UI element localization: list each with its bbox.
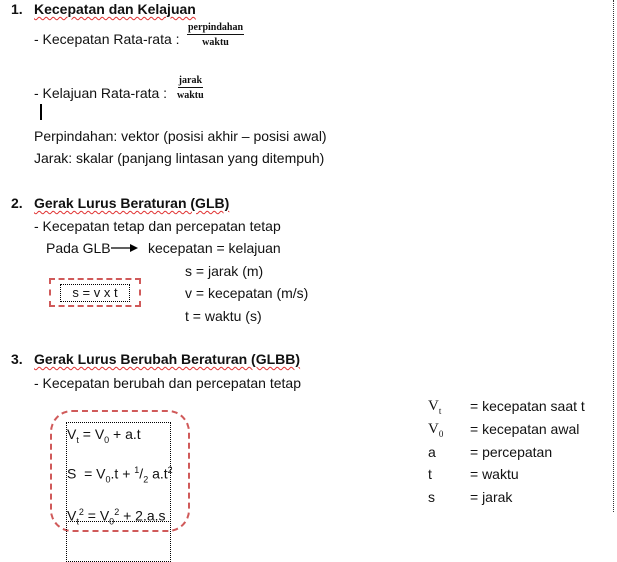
average-velocity-label: - Kecepatan Rata-rata : bbox=[34, 31, 180, 47]
section-1-title: Kecepatan dan Kelajuan bbox=[34, 1, 196, 17]
denominator: waktu bbox=[177, 90, 204, 101]
section-2-number: 2. bbox=[11, 195, 23, 211]
legend-symbol-s: s bbox=[428, 489, 435, 505]
speed-fraction bbox=[177, 75, 204, 101]
legend-symbol-a: a bbox=[428, 444, 436, 460]
text-cursor bbox=[40, 104, 42, 120]
average-speed-label: - Kelajuan Rata-rata : bbox=[34, 85, 168, 101]
legend-t: t = waktu (s) bbox=[185, 308, 262, 324]
legend-desc-t: = waktu bbox=[470, 466, 519, 482]
arrow-right-icon bbox=[111, 243, 139, 253]
numerator: perpindahan bbox=[188, 22, 244, 33]
section-3-title: Gerak Lurus Berubah Beraturan (GLBB) bbox=[34, 351, 301, 367]
glb-relation: kecepatan = kelajuan bbox=[148, 240, 281, 256]
legend-symbol-vt: $V_t$ bbox=[428, 398, 442, 416]
denominator: waktu bbox=[202, 37, 229, 48]
distance-definition: Jarak: skalar (panjang lintasan yang ditempuh) bbox=[34, 150, 325, 166]
legend-v: v = kecepatan (m/s) bbox=[185, 285, 309, 301]
glb-label: Pada GLB bbox=[46, 240, 111, 256]
legend-s: s = jarak (m) bbox=[185, 263, 264, 279]
legend-symbol-t: t bbox=[428, 466, 432, 482]
numerator: jarak bbox=[178, 75, 203, 86]
section-3-number: 3. bbox=[11, 351, 23, 367]
glb-property: - Kecepatan tetap dan percepatan tetap bbox=[34, 218, 281, 234]
glbb-property: - Kecepatan berubah dan percepatan tetap bbox=[34, 375, 301, 391]
legend-desc-vt: = kecepatan saat t bbox=[470, 398, 585, 414]
velocity-fraction bbox=[187, 22, 244, 48]
displacement-definition: Perpindahan: vektor (posisi akhir – posisi awal) bbox=[34, 128, 327, 144]
margin-line bbox=[613, 0, 614, 512]
equation-velocity: $V_t = V_0 + a.t$ bbox=[67, 426, 141, 445]
legend-desc-v0: = kecepatan awal bbox=[470, 421, 580, 437]
equation-velocity-squared: $V_t^2 = V_0^2 + 2.a.s$ bbox=[67, 507, 166, 527]
glb-formula: s = v x t bbox=[72, 285, 118, 300]
section-2-title: Gerak Lurus Beraturan (GLB) bbox=[34, 195, 230, 211]
legend-desc-s: = jarak bbox=[470, 489, 513, 505]
equation-displacement: $S = V_0.t + ^1/_2$ $a.t^2$ bbox=[67, 465, 173, 485]
legend-desc-a: = percepatan bbox=[470, 444, 553, 460]
legend-symbol-v0: $V_0$ bbox=[428, 421, 444, 439]
section-1-number: 1. bbox=[11, 1, 23, 17]
